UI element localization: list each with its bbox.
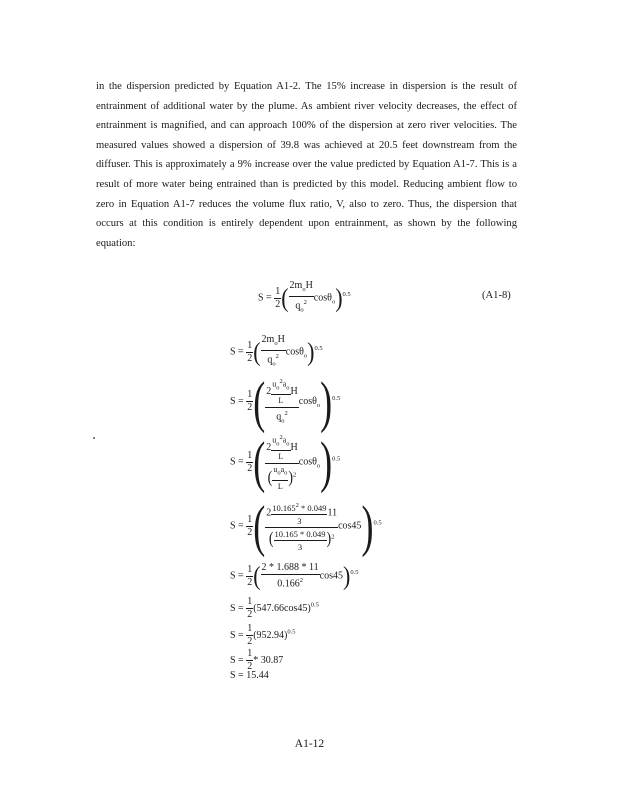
half-den: 2 <box>275 298 281 310</box>
derivation-step-4: S = $\frac{1}{2}$ ( 2 $\frac{10.165^2 * 0.049}{3}$ 11 ( $\frac{10.165 * 0.049}{3}$ )$^2$ cos45)$^{0.5}$ <box>230 494 382 559</box>
half-num: 1 <box>275 285 281 297</box>
main-den: $q_o^2$ <box>295 299 307 314</box>
scan-speck <box>93 437 95 439</box>
main-fraction <box>289 280 314 316</box>
derivation-step-1: S = $\frac{1}{2}$ ( $\frac{2m_oH}{q_o^2}$ cosθ$_o$)$^{0.5}$ <box>230 334 323 368</box>
derivation-step-2: S = $\frac{1}{2}$ ( 2 $\frac{u_o^2a_o}{L}$ H $q_o^2$ cosθ$_o$)$^{0.5}$ <box>230 369 341 434</box>
close-paren: ) <box>335 282 343 313</box>
derivation-step-6: S = $\frac{1}{2}$ $(547.66\cos 45)^{0.5}$ <box>230 596 319 620</box>
exponent: 0.5 <box>342 291 351 299</box>
theta-text: θ <box>327 292 332 304</box>
final-result: S = 15.44 <box>230 670 269 681</box>
open-paren: ( <box>281 282 289 313</box>
equation-number: (A1-8) <box>482 290 511 301</box>
derivation-step-7: S = $\frac{1}{2}$ $(952.94)^{0.5}$ <box>230 623 296 647</box>
half-fraction <box>274 286 281 311</box>
eq-lhs: S = <box>258 292 272 304</box>
cos-text: cos <box>313 292 328 304</box>
equation-a1-8: S = $\frac{1}{2}$ ( $\frac{2m_oH}{q_o^2}$ cosθ$_o$)$^{0.5}$ <box>258 280 351 316</box>
page-number: A1-12 <box>294 738 325 750</box>
derivation-step-3: S = $\frac{1}{2}$ ( 2 $\frac{u_o^2a_o}{L}$ H ( $\frac{u_oa_o}{L}$ )$^2$ cosθ$_o$)$^{0.5}$ <box>230 430 341 495</box>
body-paragraph: in the dispersion predicted by Equation A1-2. The 15% increase in dispersion is the result of entrainment of additional water by the plume. As ambient river velocity decreases, the effect of entrainment is magnified, and can approach 100% of the dispersion at zero river velocities. The measured values showed a dispersion of 39.8 was achieved at 20.5 feet downstream from the diffuser. This is approximately a 9% increase over the value predicted by Equation A1-7. This is a result of more water being entrained than is predicted by this model. Reducing ambient flow to zero in Equation A1-7 reduces the volume flux ratio, V, also to zero. Thus, the dispersion that occurs at this condition is entirely dependent upon entrainment, as shown by the following equation: <box>96 81 517 249</box>
derivation-step-5: S = $\frac{1}{2}$ ( $\frac{2 * 1.688 * 11}{0.166^2}$ cos45)$^{0.5}$ <box>230 560 359 591</box>
den-text: q <box>295 300 301 312</box>
main-num: $2m_oH$ <box>289 280 314 297</box>
derivation-step-8: S = $\frac{1}{2}$ * 30.87 <box>230 648 284 672</box>
num-text: 2m <box>289 280 303 291</box>
